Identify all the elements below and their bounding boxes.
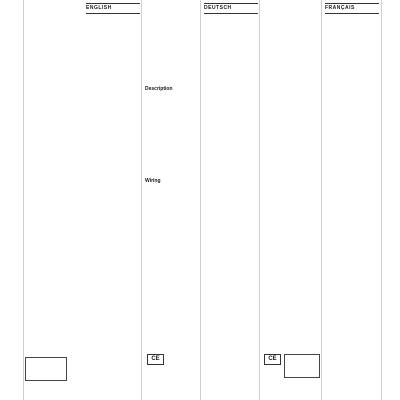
column-8-body <box>384 14 400 398</box>
column-1-body <box>0 14 22 398</box>
column-8 <box>384 0 400 400</box>
column-2 <box>25 0 81 400</box>
column-6-body <box>262 14 320 350</box>
fold-line-1 <box>23 0 24 400</box>
section-description-heading: Description <box>145 86 173 92</box>
ce-mark-english: CE <box>147 354 164 365</box>
column-7-header-bar <box>325 3 379 14</box>
column-7-francais <box>325 0 379 400</box>
column-4-english <box>145 0 199 400</box>
column-5-body <box>204 15 258 395</box>
column-6-deutsch <box>262 0 320 400</box>
column-5-header-bar <box>204 3 258 14</box>
column-4-body <box>145 14 199 348</box>
column-2-body <box>25 14 81 354</box>
column-5-header: DEUTSCH <box>204 5 232 11</box>
fold-line-6 <box>381 0 382 400</box>
fold-line-3 <box>200 0 201 400</box>
column-3-header-bar <box>86 3 140 14</box>
column-7-body <box>325 15 379 395</box>
ce-mark-deutsch: CE <box>264 354 281 365</box>
column-1 <box>0 0 22 400</box>
column-3-header: ENGLISH <box>86 5 112 11</box>
fold-line-5 <box>321 0 322 400</box>
section-wiring-heading: Wiring <box>145 178 161 184</box>
fold-line-4 <box>259 0 260 400</box>
column-7-header: FRANÇAIS <box>325 5 355 11</box>
fold-line-2 <box>141 0 142 400</box>
column-5-deutsch <box>204 0 258 400</box>
column-3-body <box>86 15 140 385</box>
manufacturer-address-box-2 <box>284 354 320 378</box>
manufacturer-address-box <box>25 357 67 381</box>
column-3-english <box>86 0 140 400</box>
